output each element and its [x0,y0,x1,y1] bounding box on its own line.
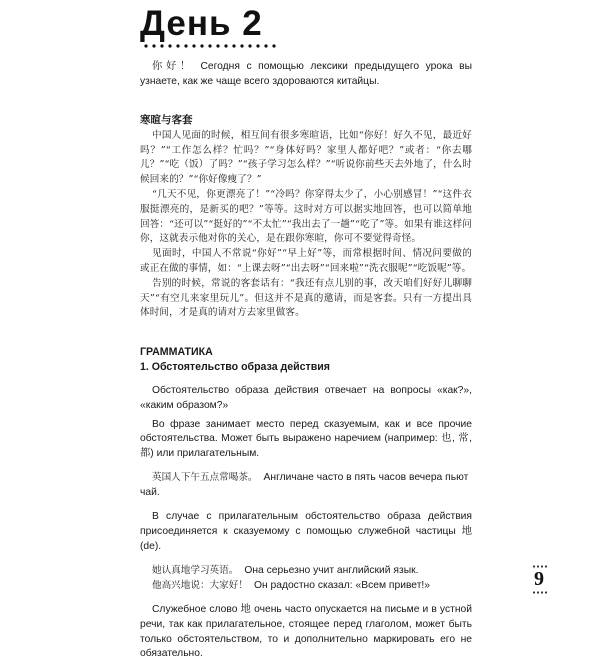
example-translation: Она серьезно учит английский язык. [244,565,419,577]
grammar-paragraph-2: Во фразе занимает место перед сказуемым, как и все прочие обстоятельства. Может быть выражено наречием (например: 也, 常, 都) или прилагательным. [140,418,472,459]
grammar-paragraph-4: Служебное слово 地 очень часто опускается на письме и в устной речи, так как прилагательное, стоящее перед глаголом, может быть только обстоятельством, то и дополнительно маркировать его не обязательно. [140,604,472,660]
chinese-paragraph-2: “几天不见，你更漂亮了！”“冷吗？你穿得太少了，小心别感冒！”“这件衣服挺漂亮的，是新买的吧？”等等。这时对方可以据实地回答，也可以简单地回答：“还可以”“挺好的”“不太忙”“我出去了一趟”“吃了”等。如果有谁这样问你，这就表示他对你的关心，是在跟你寒暄，你可不要觉得奇怪。 [140,188,472,245]
page-content [140,58,472,662]
example-translation: Англичане часто в пять часов вечера пьют чай. [140,472,469,498]
page-number-dots-bottom [532,591,548,594]
chinese-section-heading: 寒暄与客套 [140,114,193,127]
example-chinese: 他高兴地说：大家好！ [152,579,248,591]
example-sentence [140,471,472,500]
page-title: День 2 [140,4,263,43]
intro-paragraph: 你好！ Сегодня с помощью лексики предыдущего урока вы узнаете, как же чаще всего здороваются китайцы. [140,61,472,87]
chinese-paragraph-1: 中国人见面的时候，相互间有很多寒暄语，比如“你好！好久不见，最近好吗？”“工作怎么样？忙吗？”“身体好吗？家里人都好吧？”或者：“你去哪儿？”“吃（饭）了吗？”“孩子学习怎么样？”“听说你前些天去外地了，什么时候回来的？”“你好像瘦了？” [140,129,472,186]
grammar-subheading: 1. Обстоятельство образа действия [140,360,330,373]
chinese-paragraph-4: 告别的时候，常说的客套话有：“我还有点儿别的事，改天咱们好好儿聊聊天”“有空儿来家里玩儿”。但这并不是真的邀请，而是客套。只有一方提出具体时间，才是真的请对方去家里做客。 [140,277,472,319]
title-dotted-rule [142,44,278,48]
example-chinese: 英国人下午五点常喝茶。 [152,472,258,484]
example-chinese: 她认真地学习英语。 [152,565,239,577]
grammar-paragraph-1: Обстоятельство образа действия отвечает на вопросы «как?», «каким образом?» [140,385,472,411]
example-sentence [140,579,472,594]
grammar-paragraph-3: В случае с прилагательным обстоятельство образа действия присоединяется к сказуемому с помощью служебной частицы 地 (de). [140,511,472,552]
grammar-heading: ГРАММАТИКА [140,346,213,359]
page-number: 9 [534,568,544,590]
chinese-paragraph-3: 见面时，中国人不常说“你好”“早上好”等，而常根据时间、情况问要做的或正在做的事情，如：“上课去呀”“出去呀”“回来啦”“洗衣服呢”“吃饭呢”等。 [140,248,472,274]
example-translation: Он радостно сказал: «Всем привет!» [253,579,430,591]
example-sentence [140,564,472,579]
